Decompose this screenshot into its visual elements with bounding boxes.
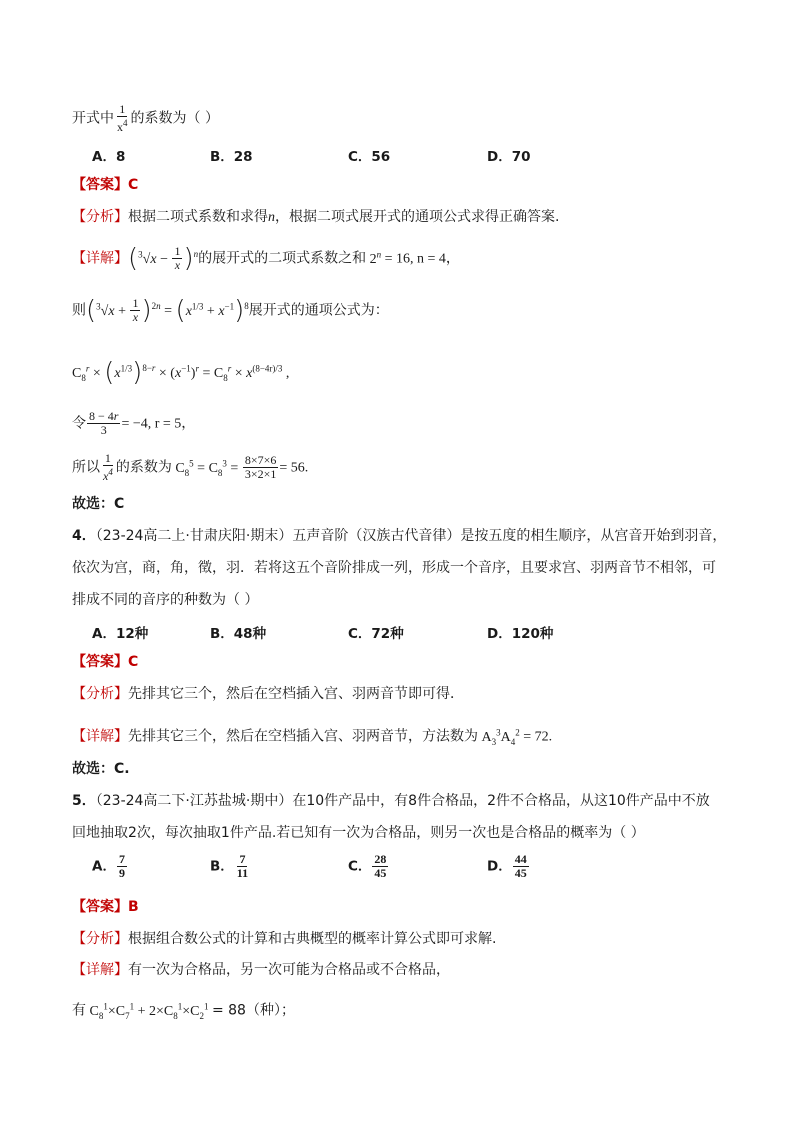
q5-option-b: B． $\frac{7}{11}$ (210, 852, 249, 880)
q5-stem-line2: 回地抽取2次，每次抽取1件产品.若已知有一次为合格品，则另一次也是合格品的概率为（ ） (72, 825, 645, 841)
q4-detail: 【详解】先排其它三个，然后在空档插入宫、羽两音节，方法数为 $A_3^3A_4^2 = 72$. (72, 727, 553, 747)
q3-ling: 令 $\frac{8 - 4r}{3}$ = −4, r = 5， (72, 409, 196, 437)
q4-option-a: A．12种 (92, 626, 149, 642)
q3-answer: 【答案】C (72, 177, 139, 193)
q5-detail: 【详解】有一次为合格品，另一次可能为合格品或不合格品， (72, 962, 450, 978)
q3-option-c: C．56 (348, 149, 391, 165)
q5-stem-line1: 5．（23-24高二下·江苏盐城·期中）在10件产品中，有8件合格品，2件不合格品，从这10件产品中不放 (72, 793, 710, 809)
q5-option-a: A． $\frac{7}{9}$ (92, 852, 125, 880)
q3-option-d: D．70 (487, 149, 531, 165)
q3-then: 则($^3$√x + $\frac{1}{x}$ )$^{2n} = (x^{1/3} + x^{-1})^8$展开式的通项公式为： (72, 295, 389, 326)
q4-analysis: 【分析】先排其它三个，然后在空档插入宫、羽两音节即可得． (72, 686, 464, 702)
q3-stem: 开式中 $\frac{1}{x^4}$ 的系数为（ ） (72, 102, 219, 134)
math-fraction: $\frac{1}{x^4}$ (117, 102, 128, 134)
q3-general-term: $C_8^r \times (x^{1/3})^{8-r} \times (x^{-1})^r = C_8^r \times x^{(8-4r)/3}$ , (72, 357, 290, 388)
q5-option-d: D． $\frac{44}{45}$ (487, 852, 527, 880)
q3-detail: 【详解】($^3$√x − $\frac{1}{x}$ )$^n$的展开式的二项式系数之和 2$^n$ = 16, n = 4， (72, 243, 460, 274)
q4-option-c: C．72种 (348, 626, 404, 642)
q4-option-b: B．48种 (210, 626, 267, 642)
q3-option-b: B．28 (210, 149, 253, 165)
q4-stem-line3: 排成不同的音序的种数为（ ） (72, 592, 259, 608)
q5-option-c: C． $\frac{28}{45}$ (348, 852, 387, 880)
q3-analysis: 【分析】根据二项式系数和求得n，根据二项式展开式的通项公式求得正确答案. (72, 209, 560, 225)
q4-option-d: D．120种 (487, 626, 554, 642)
q5-answer: 【答案】B (72, 899, 139, 915)
q4-answer: 【答案】C (72, 654, 139, 670)
q4-stem-line2: 依次为宫，商，角，徵，羽．若将这五个音阶排成一列，形成一个音序，且要求宫、羽两音节不相邻，可 (72, 560, 716, 576)
q3-option-a: A．8 (92, 149, 126, 165)
q3-result: 所以 $\frac{1}{x^4}$ 的系数为 $C_8^5 = C_8^3$ = $\frac{8\times 7\times 6}{3\times 2\times 1}$ = 56. (72, 451, 309, 483)
q4-conclusion: 故选：C. (72, 761, 130, 777)
q5-analysis: 【分析】根据组合数公式的计算和古典概型的概率计算公式即可求解. (72, 931, 497, 947)
q4-stem-line1: 4．（23-24高二上·甘肃庆阳·期末）五声音阶（汉族古代音律）是按五度的相生顺序，从宫音开始到羽音， (72, 528, 727, 544)
q5-count: 有 $C_8^1\times C_7^1 + 2\times C_8^1\times C_2^1 = 88$（种）； (72, 1001, 295, 1021)
q3-conclusion: 故选：C (72, 496, 125, 512)
